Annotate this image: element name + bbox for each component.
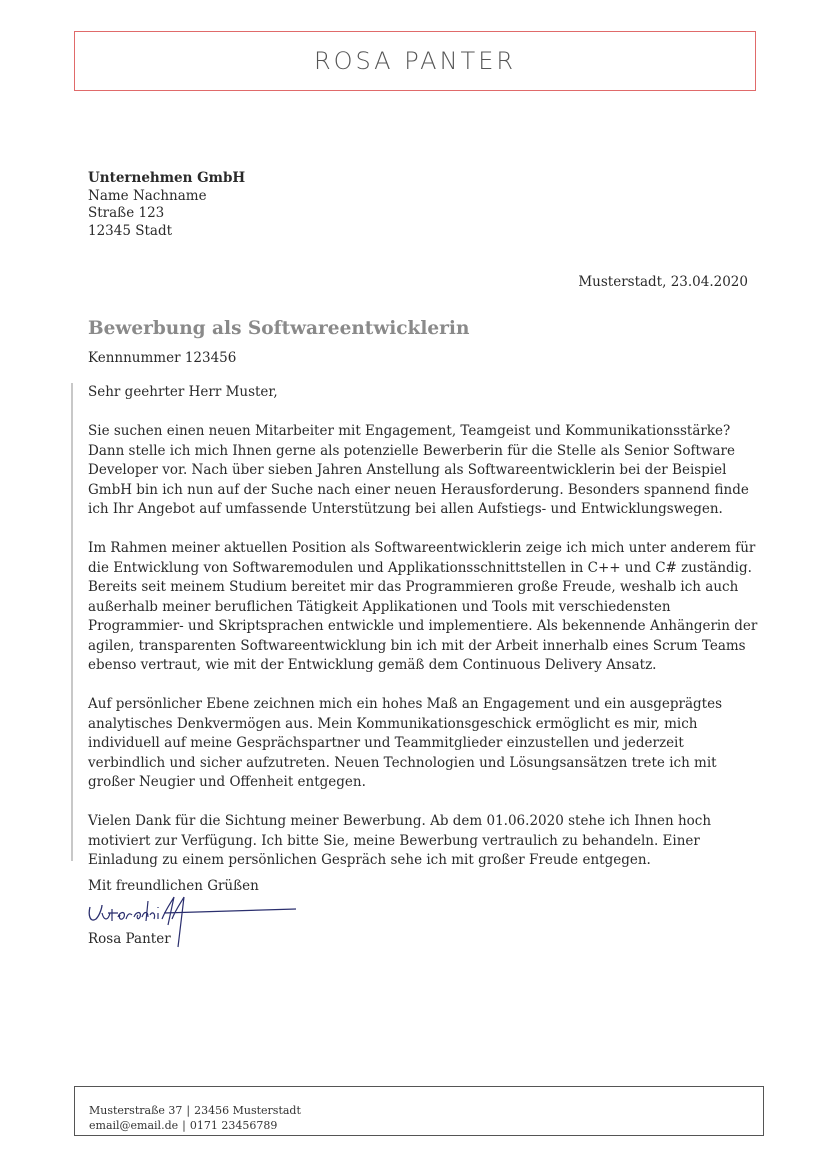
- footer-contact-line: [89, 1118, 301, 1133]
- paragraph-3: Auf persönlicher Ebene zeichnen mich ein hohes Maß an Engagement und ein ausgeprägtes analytisches Denkvermögen aus. Mein Kommunikationsgeschick ermöglicht es mir, mich individuell auf meine Gesprächspartner und Teammitglieder einzustellen und jederzeit verbindlich und sicher aufzutreten. Neuen Technologien und Lösungsansätzen trete ich mit großer Neugier und Offenheit entgegen.: [88, 696, 723, 790]
- signer-name: Rosa Panter: [88, 931, 171, 947]
- recipient-company: Unternehmen GmbH: [88, 170, 246, 186]
- header-box: [74, 31, 756, 91]
- letter-subject: Bewerbung als Softwareentwicklerin: [88, 318, 470, 339]
- recipient-city: 12345 Stadt: [88, 222, 173, 239]
- paragraph-4: Vielen Dank für die Sichtung meiner Bewerbung. Ab dem 01.06.2020 stehe ich Ihnen hoch motiviert zur Verfügung. Ich bitte Sie, meine Bewerbung vertraulich zu behandeln. Einer Einladung zu einem persönlichen Gespräch sehe ich mit großer Freude entgegen.: [88, 813, 712, 868]
- letter-body: [88, 383, 760, 890]
- footer-street: Musterstraße 37: [89, 1104, 183, 1117]
- footer-city: 23456 Musterstadt: [194, 1104, 301, 1117]
- footer-phone: 0171 23456789: [189, 1119, 278, 1132]
- recipient-contact: Name Nachname: [88, 187, 207, 204]
- footer-separator: |: [182, 1119, 186, 1132]
- footer-email[interactable]: email@email.de: [89, 1119, 179, 1132]
- recipient-street: Straße 123: [88, 205, 165, 221]
- closing-phrase: Mit freundlichen Grüßen: [88, 878, 259, 894]
- footer-separator: |: [186, 1104, 191, 1117]
- footer-address-line: [89, 1103, 301, 1118]
- paragraph-2: Im Rahmen meiner aktuellen Position als Softwareentwicklerin zeige ich mich unter anderem für die Entwicklung von Softwaremodulen und Applikationsschnittstellen in C++ und C# zuständig. Bereits seit meinem Studium bereitet mir das Programmieren große Freude, weshalb ich auch außerhalb meiner beruflichen Tätigkeit Applikationen und Tools mit verschiedensten Programmier- und Skriptsprachen entwickle und implementiere. Als bekennende Anhängerin der agilen, transparenten Softwareentwicklung bin ich mit der Arbeit innerhalb eines Scrum Teams ebenso vertraut, wie mit der Entwicklung gemäß dem Continuous Delivery Ansatz.: [88, 540, 758, 673]
- body-accent-bar: [71, 383, 73, 861]
- footer-contact: [89, 1103, 301, 1133]
- letter-date: Musterstadt, 23.04.2020: [578, 274, 748, 290]
- reference-number: Kennnummer 123456: [88, 350, 237, 366]
- paragraph-1: Sie suchen einen neuen Mitarbeiter mit Engagement, Teamgeist und Kommunikationsstärke? Dann stelle ich mich Ihnen gerne als potenzielle Bewerberin für die Stelle als Senior Software Developer vor. Nach über sieben Jahren Anstellung als Softwareentwicklerin bei der Beispiel GmbH bin ich nun auf der Suche nach einer neuen Herausforderung. Besonders spannend finde ich Ihr Angebot auf umfassende Unterstützung bei allen Aufstiegs- und Entwicklungswegen.: [88, 423, 749, 517]
- recipient-address: [88, 170, 245, 240]
- salutation: Sehr geehrter Herr Muster,: [88, 384, 278, 400]
- footer-box: [74, 1086, 764, 1136]
- applicant-name-header: ROSA PANTER: [313, 47, 517, 75]
